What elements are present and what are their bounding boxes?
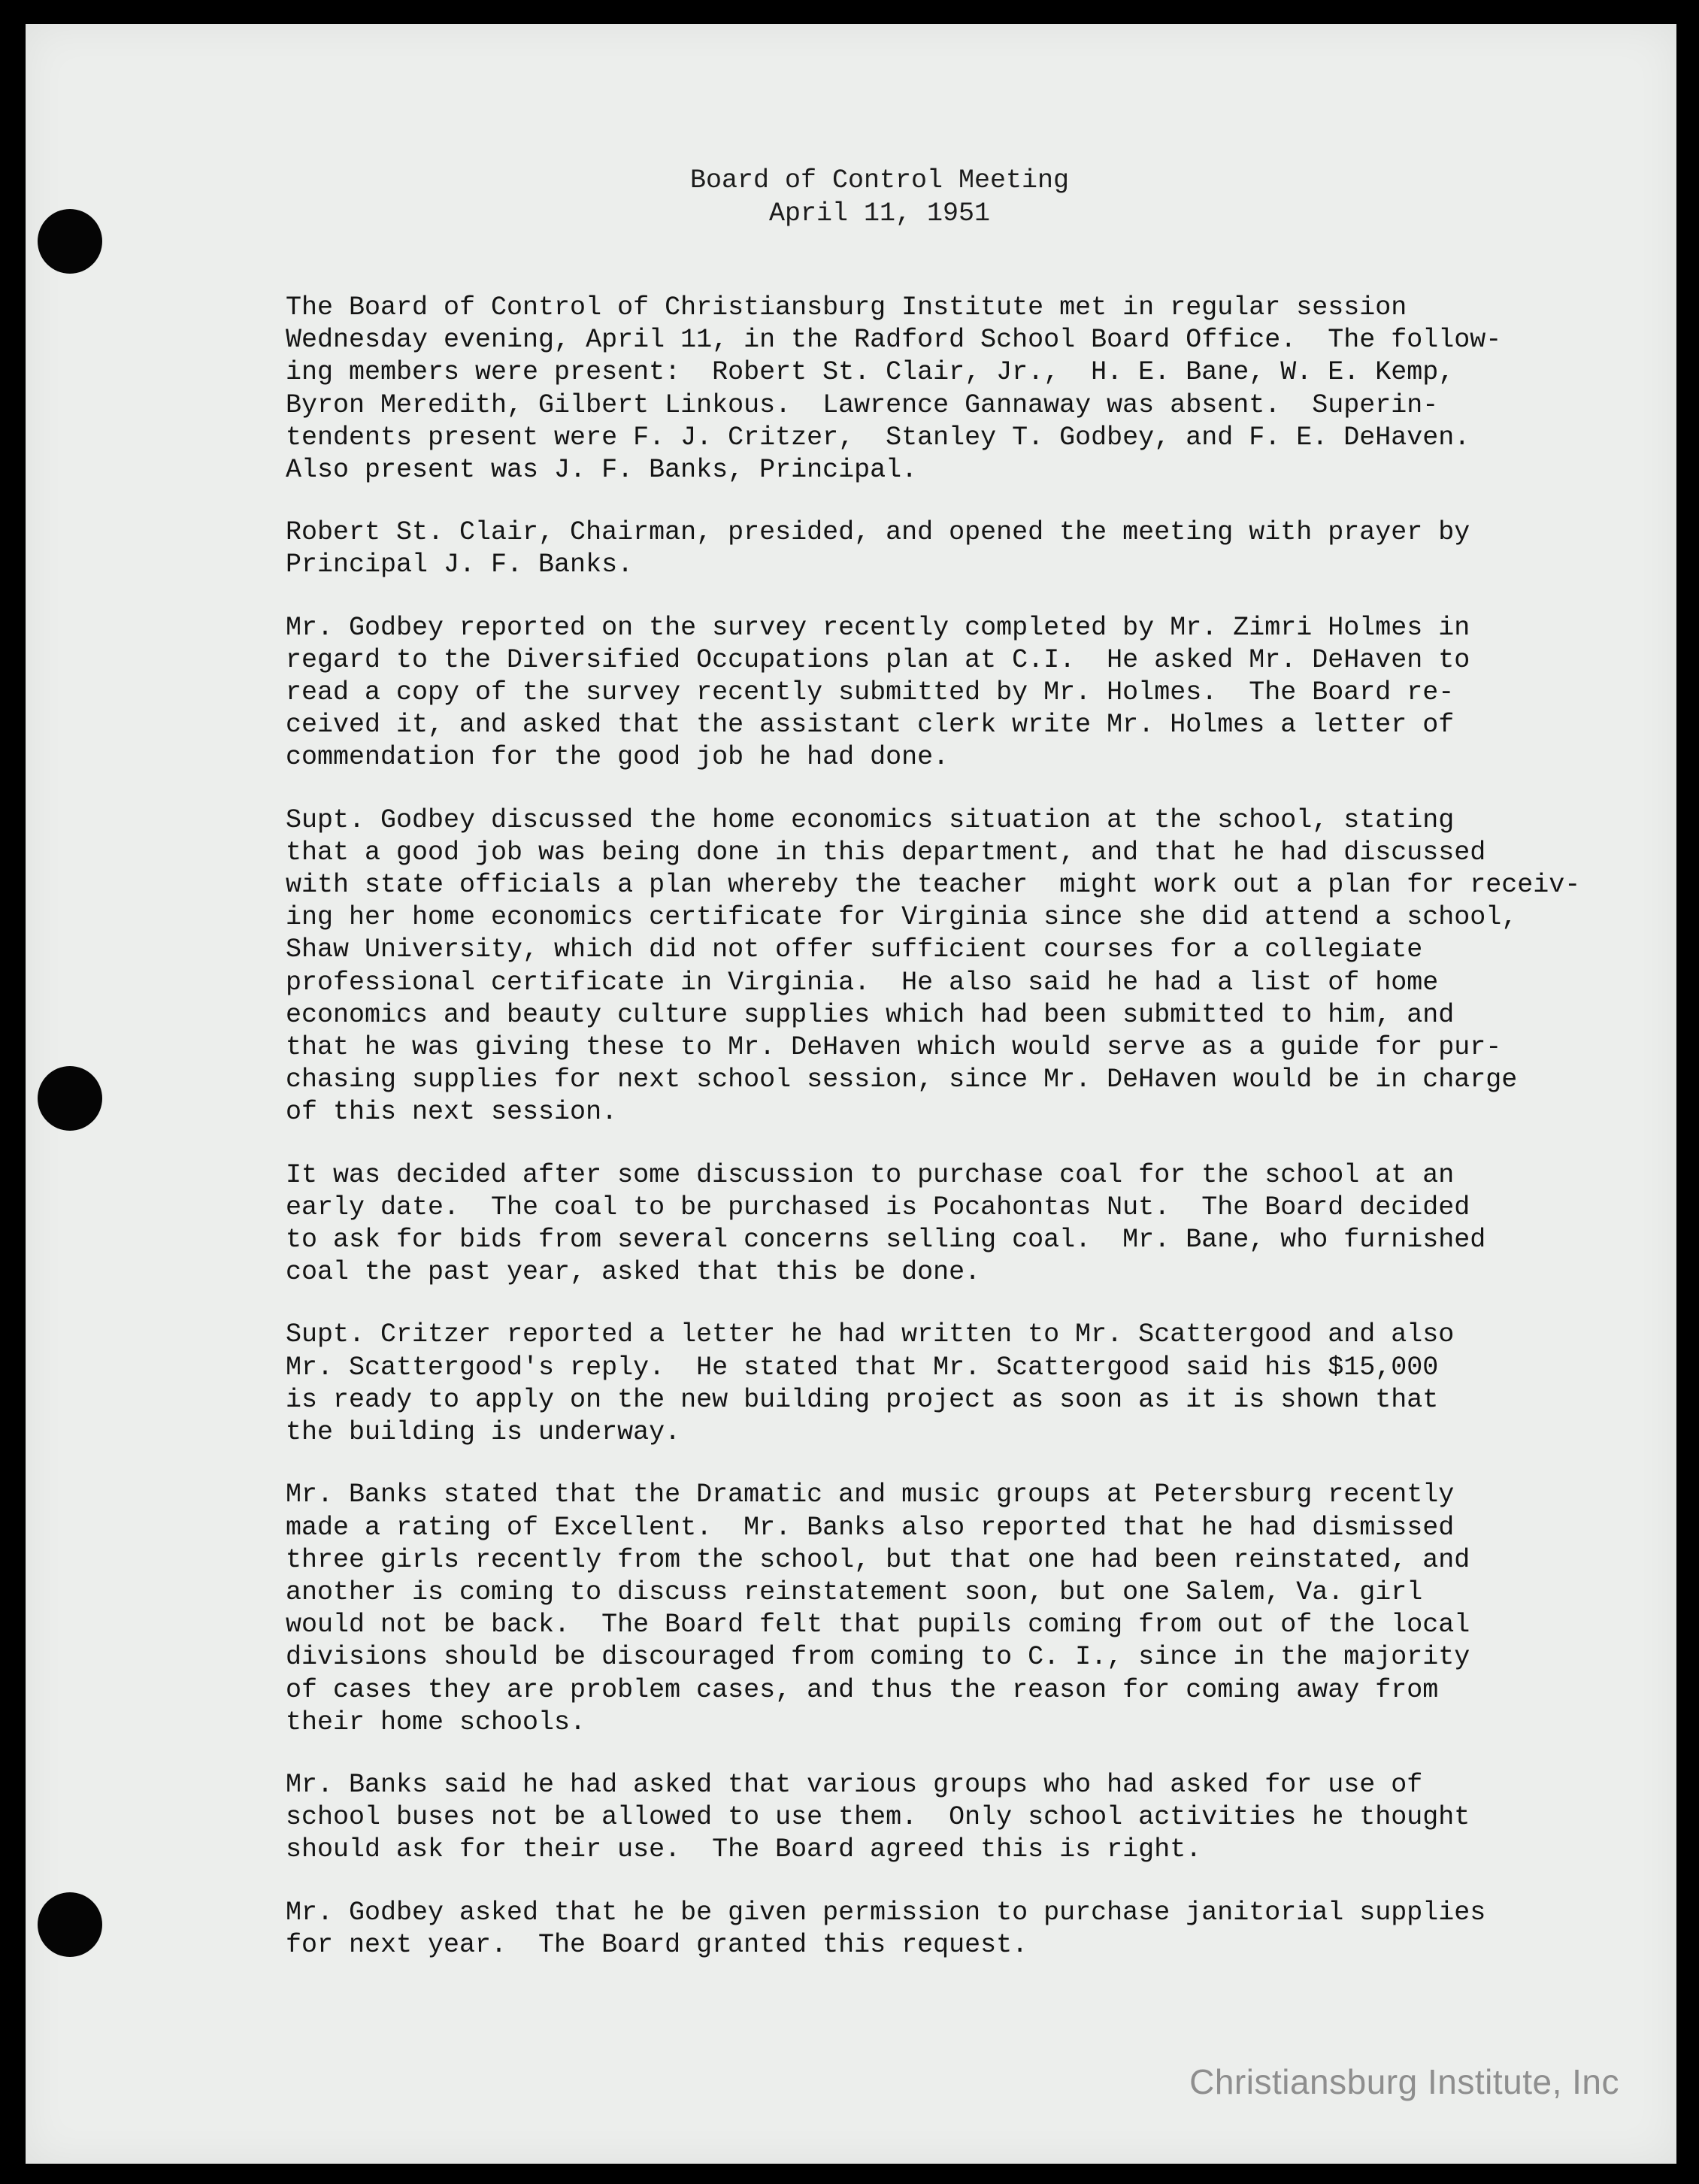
text-line: Shaw University, which did not offer sufficient courses for a collegiate — [286, 934, 1423, 965]
text-line: school buses not be allowed to use them. Only school activities he thought — [286, 1802, 1470, 1833]
text-line: that he was giving these to Mr. DeHaven which would serve as a guide for pur- — [286, 1032, 1502, 1063]
text-line: ing members were present: Robert St. Clair, Jr., H. E. Bane, W. E. Kemp, — [286, 357, 1455, 388]
text-line: tendents present were F. J. Critzer, Stanley T. Godbey, and F. E. DeHaven. — [286, 422, 1470, 453]
text-line: of this next session. — [286, 1097, 618, 1128]
paragraph — [286, 1319, 1631, 1449]
text-line: that a good job was being done in this department, and that he had discussed — [286, 837, 1486, 868]
punch-hole-middle — [38, 1066, 102, 1131]
text-line: made a rating of Excellent. Mr. Banks also reported that he had dismissed — [286, 1512, 1455, 1543]
text-line: Wednesday evening, April 11, in the Radford School Board Office. The follow- — [286, 325, 1502, 356]
text-line: read a copy of the survey recently submitted by Mr. Holmes. The Board re- — [286, 677, 1455, 708]
text-line: Mr. Scattergood's reply. He stated that Mr. Scattergood said his $15,000 — [286, 1352, 1439, 1383]
text-line: Robert St. Clair, Chairman, presided, and opened the meeting with prayer by — [286, 517, 1470, 548]
text-line: Byron Meredith, Gilbert Linkous. Lawrence Gannaway was absent. Superin- — [286, 389, 1439, 420]
text-line: for next year. The Board granted this request. — [286, 1929, 1028, 1960]
text-line: commendation for the good job he had done. — [286, 742, 949, 773]
text-line: Mr. Banks said he had asked that various groups who had asked for use of — [286, 1769, 1423, 1800]
paragraph — [286, 612, 1631, 774]
text-line: with state officials a plan whereby the teacher might work out a plan for receiv- — [286, 870, 1581, 901]
text-line: Mr. Godbey reported on the survey recently completed by Mr. Zimri Holmes in — [286, 612, 1470, 643]
text-line: another is coming to discuss reinstatement soon, but one Salem, Va. girl — [286, 1577, 1423, 1607]
text-line: Supt. Godbey discussed the home economics situation at the school, stating — [286, 804, 1455, 835]
text-line: their home schools. — [286, 1707, 586, 1737]
text-line: three girls recently from the school, but that one had been reinstated, and — [286, 1544, 1470, 1575]
document-header — [0, 164, 1699, 230]
text-line: coal the past year, asked that this be done. — [286, 1257, 981, 1288]
paragraph — [286, 1159, 1631, 1289]
paragraph — [286, 1479, 1631, 1739]
document-date: April 11, 1951 — [768, 198, 991, 229]
minutes-body — [286, 292, 1631, 1992]
text-line: would not be back. The Board felt that pupils coming from out of the local — [286, 1610, 1470, 1640]
text-line: professional certificate in Virginia. He also said he had a list of home — [286, 967, 1439, 998]
text-line: ing her home economics certificate for Virginia since she did attend a school, — [286, 902, 1518, 933]
paragraph — [286, 516, 1631, 581]
text-line: Principal J. F. Banks. — [286, 550, 634, 580]
text-line: chasing supplies for next school session, since Mr. DeHaven would be in charge — [286, 1065, 1518, 1095]
punch-hole-bottom — [38, 1892, 102, 1957]
text-line: is ready to apply on the new building project as soon as it is shown that — [286, 1384, 1439, 1415]
paragraph — [286, 1897, 1631, 1961]
text-line: It was decided after some discussion to purchase coal for the school at an — [286, 1159, 1455, 1190]
text-line: Mr. Banks stated that the Dramatic and music groups at Petersburg recently — [286, 1480, 1455, 1510]
text-line: Mr. Godbey asked that he be given permission to purchase janitorial supplies — [286, 1897, 1486, 1928]
text-line: ceived it, and asked that the assistant clerk write Mr. Holmes a letter of — [286, 710, 1455, 741]
text-line: to ask for bids from several concerns selling coal. Mr. Bane, who furnished — [286, 1225, 1486, 1256]
text-line: Also present was J. F. Banks, Principal. — [286, 455, 918, 486]
text-line: divisions should be discouraged from coming to C. I., since in the majority — [286, 1642, 1470, 1673]
text-line: should ask for their use. The Board agreed this is right. — [286, 1834, 1202, 1865]
text-line: Supt. Critzer reported a letter he had written to Mr. Scattergood and also — [286, 1319, 1455, 1350]
text-line: economics and beauty culture supplies which had been submitted to him, and — [286, 999, 1455, 1030]
text-line: early date. The coal to be purchased is Pocahontas Nut. The Board decided — [286, 1192, 1470, 1222]
text-line: regard to the Diversified Occupations plan at C.I. He asked Mr. DeHaven to — [286, 644, 1470, 675]
watermark: Christiansburg Institute, Inc — [1189, 2062, 1619, 2101]
paragraph — [286, 804, 1631, 1129]
text-line: The Board of Control of Christiansburg Institute met in regular session — [286, 292, 1407, 323]
document-title: Board of Control Meeting — [689, 165, 1070, 195]
paragraph — [286, 292, 1631, 486]
text-line: the building is underway. — [286, 1417, 681, 1448]
paragraph — [286, 1769, 1631, 1867]
text-line: of cases they are problem cases, and thus the reason for coming away from — [286, 1674, 1439, 1705]
